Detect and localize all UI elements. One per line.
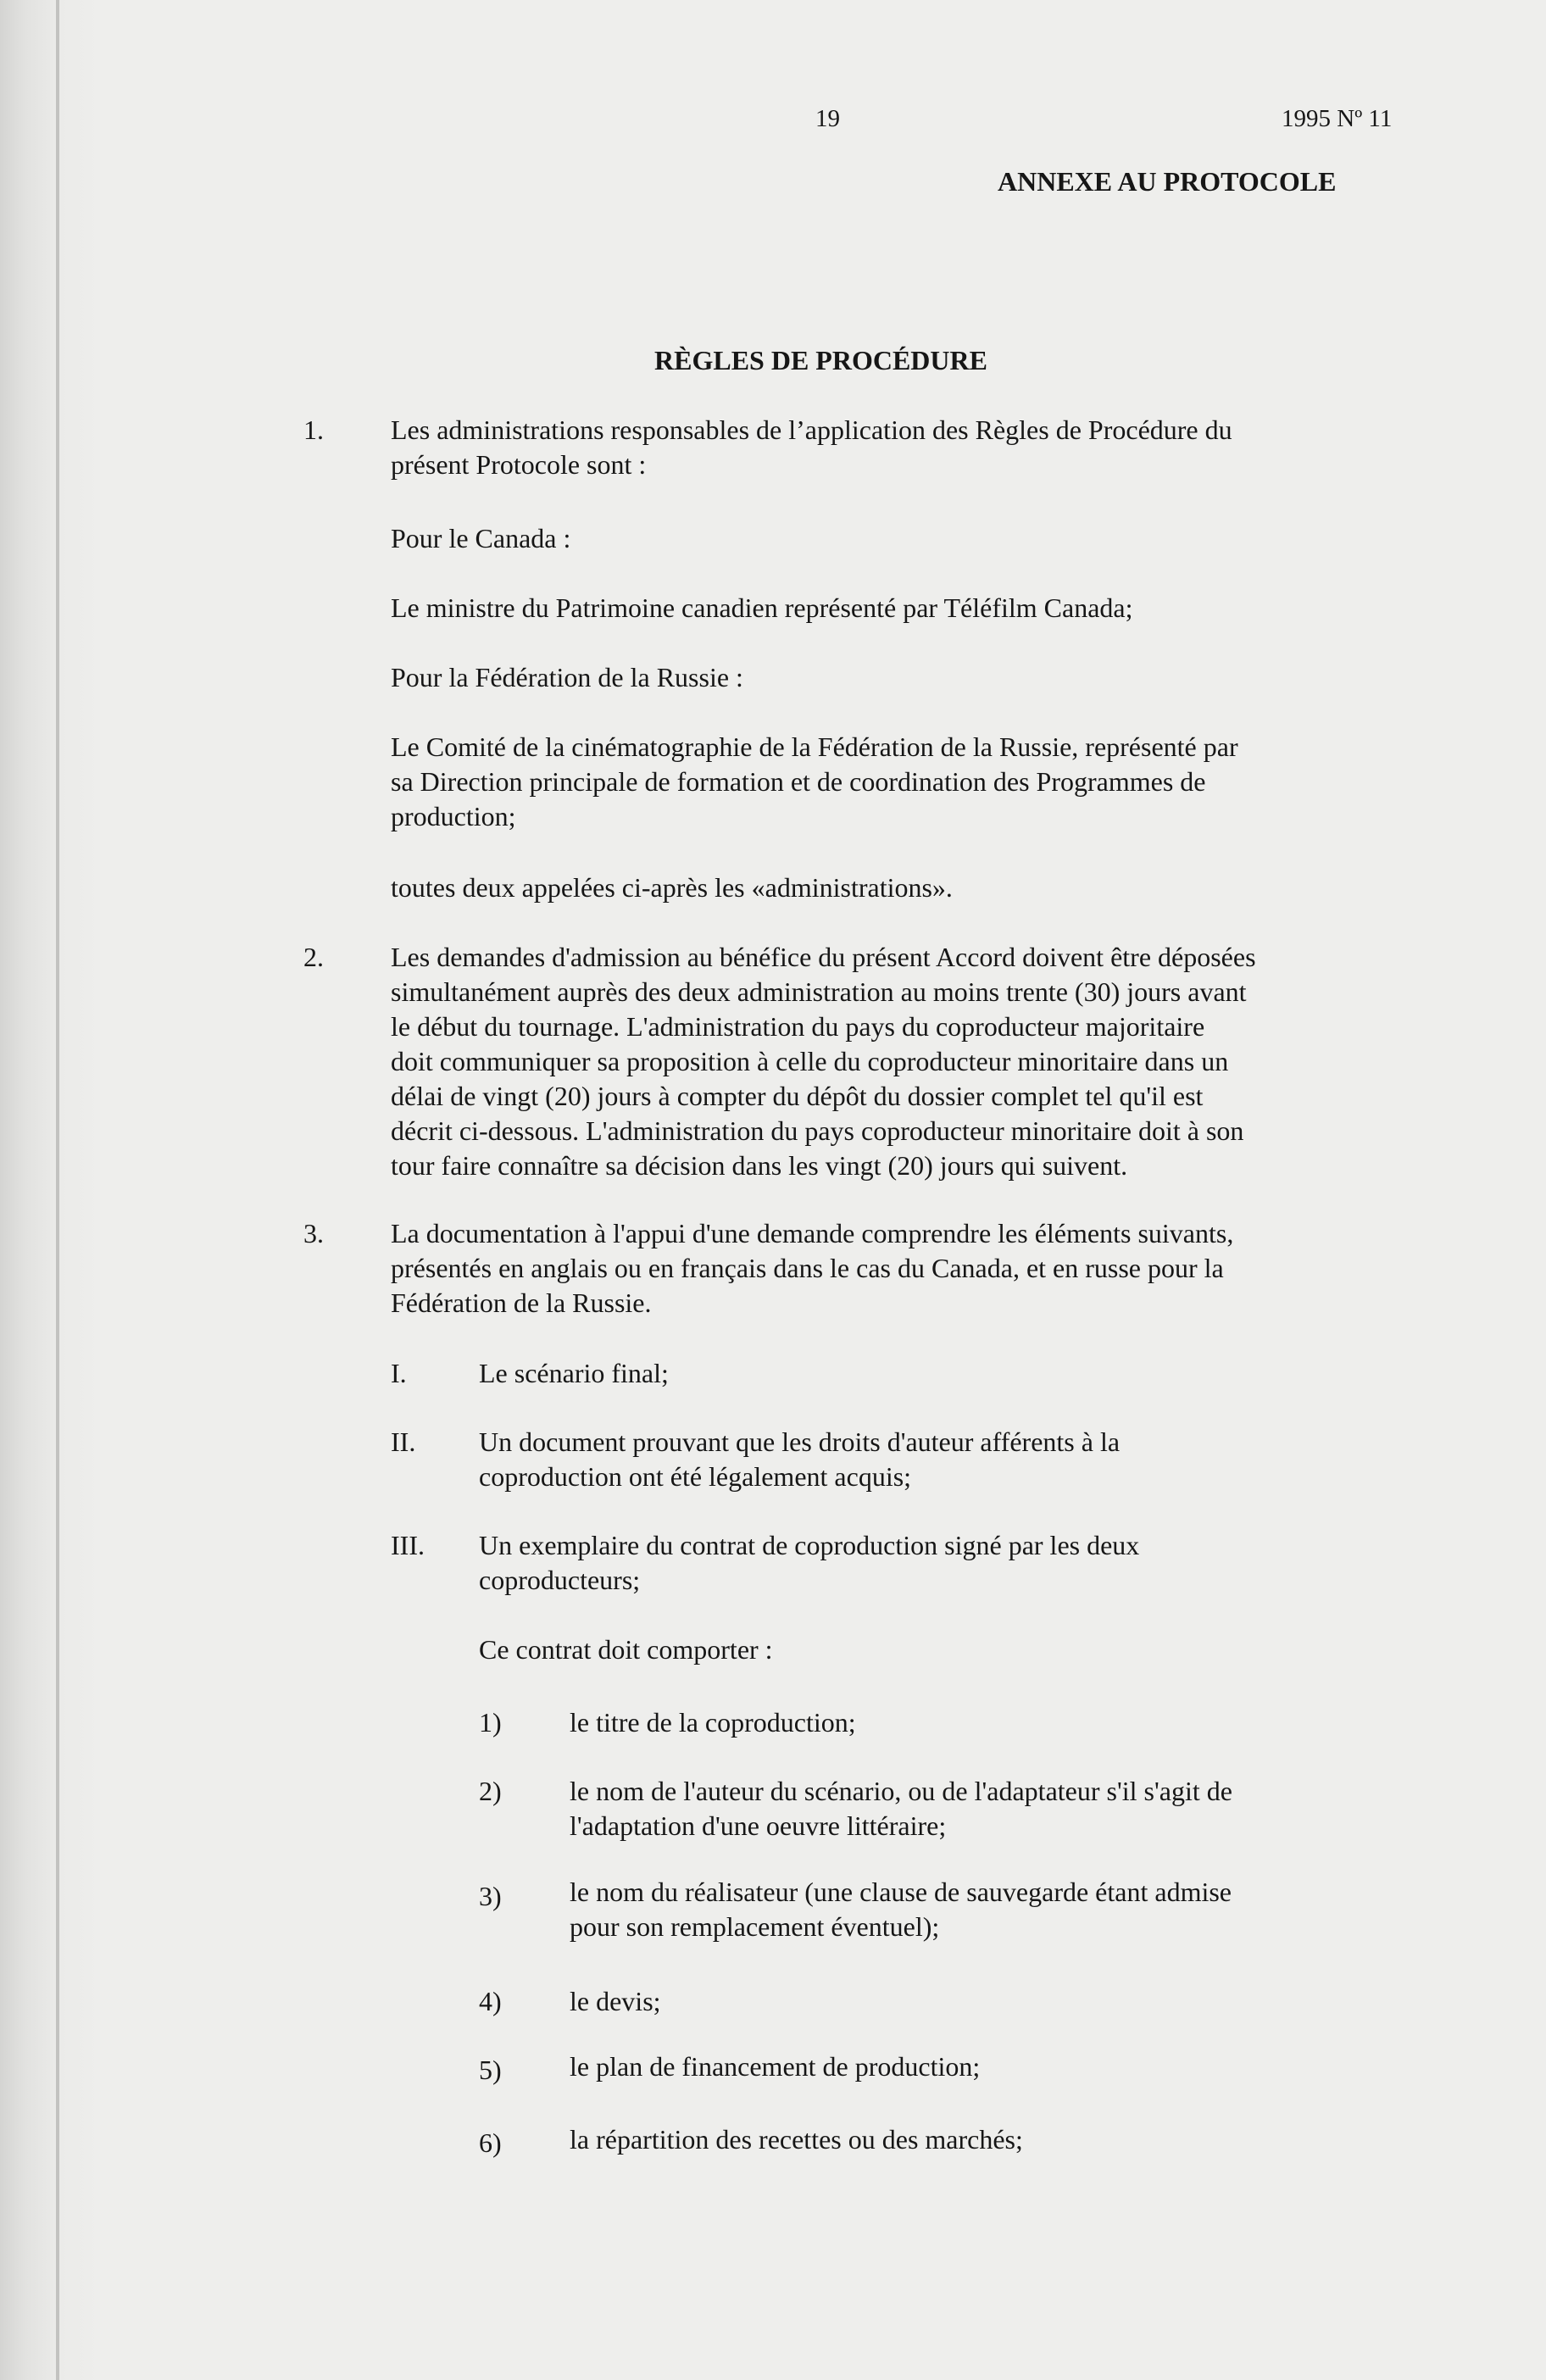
annex-title: ANNEXE AU PROTOCOLE <box>998 166 1337 197</box>
russia-heading: Pour la Fédération de la Russie : <box>391 662 743 692</box>
contract-item-1-line-1: le titre de la coproduction; <box>570 1707 856 1738</box>
item-2-line-1: Les demandes d'admission au bénéfice du présent Accord doivent être déposées <box>391 942 1256 972</box>
binding-edge <box>56 0 59 2380</box>
roman-numeral: I. <box>391 1358 407 1388</box>
page-number: 19 <box>815 105 840 132</box>
contract-item-number: 3) <box>479 1881 502 1911</box>
item-2-line-5: délai de vingt (20) jours à compter du dépôt du dossier complet tel qu'il est <box>391 1081 1204 1111</box>
roman-item-3-line-2: coproducteurs; <box>479 1565 641 1595</box>
item-3-line-3: Fédération de la Russie. <box>391 1287 652 1318</box>
item-number: 1. <box>303 414 324 445</box>
item-3-line-2: présentés en anglais ou en français dans le cas du Canada, et en russe pour la <box>391 1253 1224 1283</box>
issue-reference: 1995 Nº 11 <box>1282 105 1393 132</box>
roman-item-2-line-1: Un document prouvant que les droits d'auteur afférents à la <box>479 1426 1121 1457</box>
canada-administration: Le ministre du Patrimoine canadien représenté par Téléfilm Canada; <box>391 592 1133 623</box>
item-number: 3. <box>303 1218 324 1248</box>
item-3-line-1: La documentation à l'appui d'une demande comprendre les éléments suivants, <box>391 1218 1234 1248</box>
roman-item-3-line-1: Un exemplaire du contrat de coproduction signé par les deux <box>479 1530 1140 1560</box>
administrations-definition: toutes deux appelées ci-après les «administrations». <box>391 872 953 903</box>
item-2-line-4: doit communiquer sa proposition à celle du coproducteur minoritaire dans un <box>391 1046 1229 1076</box>
item-2-line-2: simultanément auprès des deux administration au moins trente (30) jours avant <box>391 976 1247 1007</box>
roman-numeral: III. <box>391 1530 425 1560</box>
item-2-line-6: décrit ci-dessous. L'administration du pays coproducteur minoritaire doit à son <box>391 1115 1244 1146</box>
canada-heading: Pour le Canada : <box>391 523 571 553</box>
item-number: 2. <box>303 942 324 972</box>
contract-item-3-line-1: le nom du réalisateur (une clause de sauvegarde étant admise <box>570 1877 1232 1907</box>
russia-administration-line-3: production; <box>391 801 516 831</box>
contract-item-number: 5) <box>479 2055 502 2085</box>
contract-item-4-line-1: le devis; <box>570 1986 661 2016</box>
item-2-line-7: tour faire connaître sa décision dans les vingt (20) jours qui suivent. <box>391 1150 1128 1181</box>
roman-numeral: II. <box>391 1426 416 1457</box>
roman-item-1-line-1: Le scénario final; <box>479 1358 669 1388</box>
contract-item-number: 1) <box>479 1707 502 1738</box>
roman-item-2-line-2: coproduction ont été légalement acquis; <box>479 1461 912 1492</box>
contract-item-2-line-1: le nom de l'auteur du scénario, ou de l'adaptateur s'il s'agit de <box>570 1776 1232 1806</box>
item-1-line-2: présent Protocole sont : <box>391 449 647 480</box>
contract-intro: Ce contrat doit comporter : <box>479 1634 773 1665</box>
russia-administration-line-2: sa Direction principale de formation et de coordination des Programmes de <box>391 766 1206 797</box>
contract-item-6-line-1: la répartition des recettes ou des marchés; <box>570 2124 1023 2155</box>
contract-item-2-line-2: l'adaptation d'une oeuvre littéraire; <box>570 1810 947 1841</box>
contract-item-number: 6) <box>479 2127 502 2158</box>
contract-item-number: 2) <box>479 1776 502 1806</box>
item-1-line-1: Les administrations responsables de l’application des Règles de Procédure du <box>391 414 1232 445</box>
contract-item-3-line-2: pour son remplacement éventuel); <box>570 1911 940 1942</box>
item-2-line-3: le début du tournage. L'administration du pays du coproducteur majoritaire <box>391 1011 1205 1042</box>
section-title: RÈGLES DE PROCÉDURE <box>654 345 987 375</box>
contract-item-5-line-1: le plan de financement de production; <box>570 2051 981 2082</box>
russia-administration-line-1: Le Comité de la cinématographie de la Fédération de la Russie, représenté par <box>391 731 1238 762</box>
contract-item-number: 4) <box>479 1986 502 2016</box>
